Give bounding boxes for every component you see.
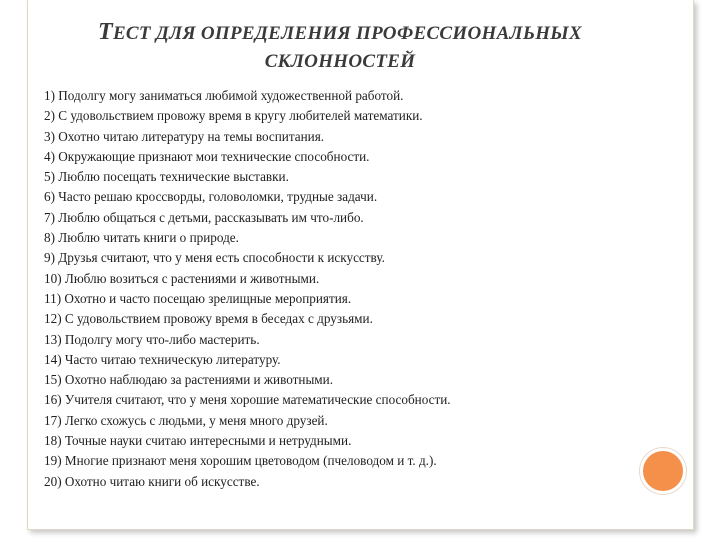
title-initial: Т: [97, 19, 113, 45]
list-item: 8) Люблю читать книги о природе.: [44, 230, 239, 246]
questionnaire-list: [44, 86, 451, 492]
title-line-2: СКЛОННОСТЕЙ: [264, 51, 416, 72]
list-item: 2) С удовольствием провожу время в кругу любителей математики.: [44, 108, 423, 124]
list-item: 6) Часто решаю кроссворды, головоломки, трудные задачи.: [44, 189, 378, 205]
decorative-circle: [640, 448, 686, 494]
list-item: 20) Охотно читаю книги об искусстве.: [44, 473, 260, 489]
list-item: 16) Учителя считают, что у меня хорошие математические способности.: [44, 392, 451, 408]
list-item: 18) Точные науки считаю интересными и нетрудными.: [44, 433, 352, 449]
slide-title: [40, 18, 640, 76]
list-item: 14) Часто читаю техническую литературу.: [44, 351, 281, 367]
list-item: 1) Подолгу могу заниматься любимой художественной работой.: [44, 88, 404, 103]
title-line-1: [97, 19, 582, 45]
list-item: 4) Окружающие признают мои технические способности.: [44, 148, 370, 164]
list-item: 9) Друзья считают, что у меня есть способности к искусству.: [44, 250, 385, 266]
list-item: 15) Охотно наблюдаю за растениями и животными.: [44, 372, 334, 388]
list-item: 11) Охотно и часто посещаю зрелищные мероприятия.: [44, 290, 352, 306]
list-item: 12) С удовольствием провожу время в беседах с друзьями.: [44, 311, 373, 327]
title-line-1-text: ЕСТ ДЛЯ ОПРЕДЕЛЕНИЯ ПРОФЕССИОНАЛЬНЫХ: [112, 23, 582, 44]
list-item: 5) Люблю посещать технические выставки.: [44, 169, 289, 185]
list-item: 7) Люблю общаться с детьми, рассказывать им что-либо.: [44, 209, 364, 225]
list-item: 10) Люблю возиться с растениями и животными.: [44, 270, 320, 286]
list-item: 19) Многие признают меня хорошим цветоводом (пчеловодом и т. д.).: [44, 453, 437, 469]
list-item: 3) Охотно читаю литературу на темы воспитания.: [44, 128, 325, 144]
list-item: 17) Легко схожусь с людьми, у меня много друзей.: [44, 412, 328, 428]
list-item: 13) Подолгу могу что-либо мастерить.: [44, 331, 260, 347]
